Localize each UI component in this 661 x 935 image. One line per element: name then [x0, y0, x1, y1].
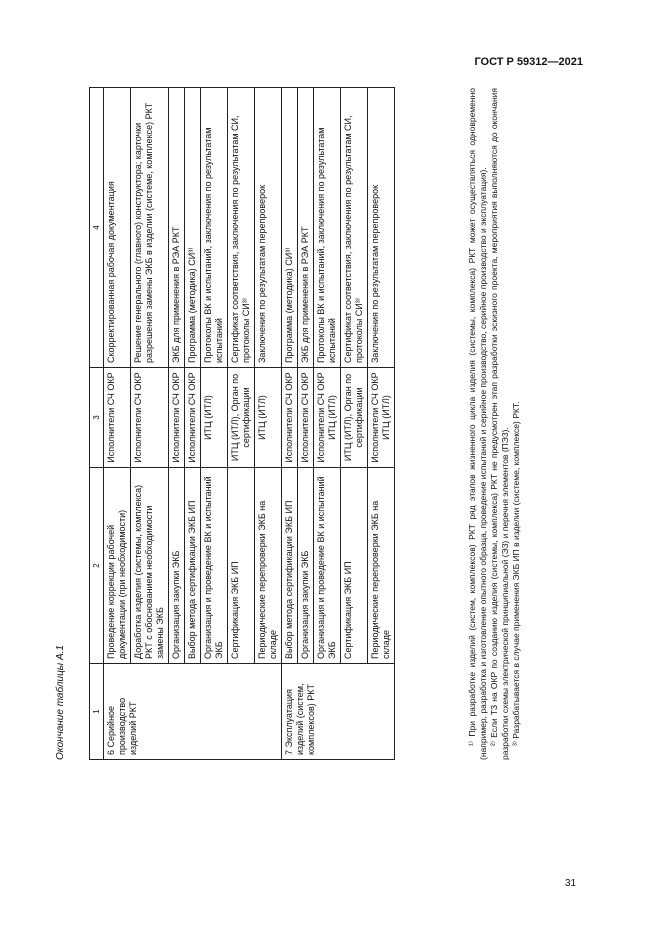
result-cell: ЭКБ для применения в РЭА РКТ	[169, 88, 185, 368]
activity-cell: Проведение коррекции рабочей документации (при необходимости)	[104, 468, 131, 664]
col-header-3: 3	[90, 368, 104, 468]
table-row	[131, 88, 169, 760]
result-cell: Скорректированная рабочая документация	[104, 88, 131, 368]
executor-cell: Исполнители СЧ ОКР	[169, 368, 185, 468]
stage-cell: 7 Эксплуатация изделий (систем, комплексов) РКТ	[282, 664, 395, 760]
result-cell: Решение генерального (главного) конструктора; карточки разрешения замены ЭКБ в изделии (системе, комплексе) РКТ	[131, 88, 169, 368]
table-row	[282, 88, 298, 760]
table-header-row	[90, 88, 104, 760]
executor-cell: ИТЦ (ИТЛ)	[255, 368, 282, 468]
executor-cell: Исполнители СЧ ОКР	[185, 368, 201, 468]
table-row	[185, 88, 201, 760]
activity-cell: Доработка изделия (системы, комплекса) РКТ с обоснованием необходимости замены ЭКБ	[131, 468, 169, 664]
executor-cell: Исполнители СЧ ОКР	[104, 368, 131, 468]
executor-cell: Исполнители СЧ ОКР	[282, 368, 298, 468]
activity-cell: Организация и проведение ВК и испытаний ЭКБ	[201, 468, 228, 664]
table-row	[368, 88, 395, 760]
result-cell: Заключения по результатам перепроверок	[255, 88, 282, 368]
page-number: 31	[565, 878, 577, 889]
executor-cell: Исполнители СЧ ОКР ИТЦ (ИТЛ)	[368, 368, 395, 468]
table-row	[201, 88, 228, 760]
executor-cell: ИТЦ (ИТЛ), Орган по сертификации	[228, 368, 255, 468]
table-row	[169, 88, 185, 760]
activity-cell: Сертификация ЭКБ ИП	[341, 468, 368, 664]
footnote-3: ³⁾ Разрабатывается в случае применения ЭКБ ИП в изделии (системе, комплексе) РКТ.	[511, 401, 521, 746]
activity-cell: Сертификация ЭКБ ИП	[228, 468, 255, 664]
stage-cell: 6 Серийное производство изделий РКТ	[104, 664, 282, 760]
executor-cell: Исполнители СЧ ОКР ИТЦ (ИТЛ)	[314, 368, 341, 468]
footnote-2: ²⁾ Если ТЗ на ОКР по созданию изделия (системы, комплекса) РКТ не предусмотрен этап разработки эскизного проекта, мероприятия выполняются до окончания разработки схемы электрической принципиальной (Э3) и перечня элементов (ПЭ3).	[489, 88, 510, 760]
standard-code: ГОСТ Р 59312—2021	[474, 56, 583, 68]
col-header-2: 2	[90, 468, 104, 664]
activity-cell: Выбор метода сертификации ЭКБ ИП	[282, 468, 298, 664]
result-cell: Протоколы ВК и испытаний, заключения по результатам испытаний	[201, 88, 228, 368]
table-row	[104, 88, 131, 760]
result-cell: Программа (методика) СИ³⁾	[185, 88, 201, 368]
result-cell: Программа (методика) СИ³⁾	[282, 88, 298, 368]
table-caption: Окончание таблицы А.1	[55, 645, 66, 760]
col-header-4: 4	[90, 88, 104, 368]
table-row	[298, 88, 314, 760]
footnote-1: ¹⁾ При разработке изделий (систем, комплексов) РКТ ряд этапов жизненного цикла изделия (системы, комплекса) РКТ может осуществляться одновременно (например, разработка и изготовление опытного образца, проведение испытаний и серийное производство, серийное производство и эксплуатация).	[467, 88, 488, 760]
activity-cell: Выбор метода сертификации ЭКБ ИП	[185, 468, 201, 664]
executor-cell: ИТЦ (ИТЛ)	[201, 368, 228, 468]
result-cell: Сертификат соответствия, заключения по результатам СИ, протоколы СИ³⁾	[228, 88, 255, 368]
table-row	[228, 88, 255, 760]
activity-cell: Организация закупки ЭКБ	[169, 468, 185, 664]
executor-cell: ИТЦ (ИТЛ), Орган по сертификации	[341, 368, 368, 468]
table-a1	[89, 87, 395, 760]
table-row	[341, 88, 368, 760]
executor-cell: Исполнители СЧ ОКР	[131, 368, 169, 468]
table-row	[255, 88, 282, 760]
executor-cell: Исполнители СЧ ОКР	[298, 368, 314, 468]
result-cell: Сертификат соответствия, заключения по результатам СИ, протоколы СИ³⁾	[341, 88, 368, 368]
activity-cell: Организация закупки ЭКБ	[298, 468, 314, 664]
rotated-table-page	[55, 80, 535, 760]
result-cell: Протоколы ВК и испытаний, заключения по результатам испытаний	[314, 88, 341, 368]
activity-cell: Организация и проведение ВК и испытаний ЭКБ	[314, 468, 341, 664]
footnotes	[467, 88, 522, 760]
activity-cell: Периодические перепроверки ЭКБ на складе	[255, 468, 282, 664]
table-row	[314, 88, 341, 760]
activity-cell: Периодические перепроверки ЭКБ на складе	[368, 468, 395, 664]
result-cell: ЭКБ для применения в РЭА РКТ	[298, 88, 314, 368]
col-header-1: 1	[90, 664, 104, 760]
result-cell: Заключения по результатам перепроверок	[368, 88, 395, 368]
